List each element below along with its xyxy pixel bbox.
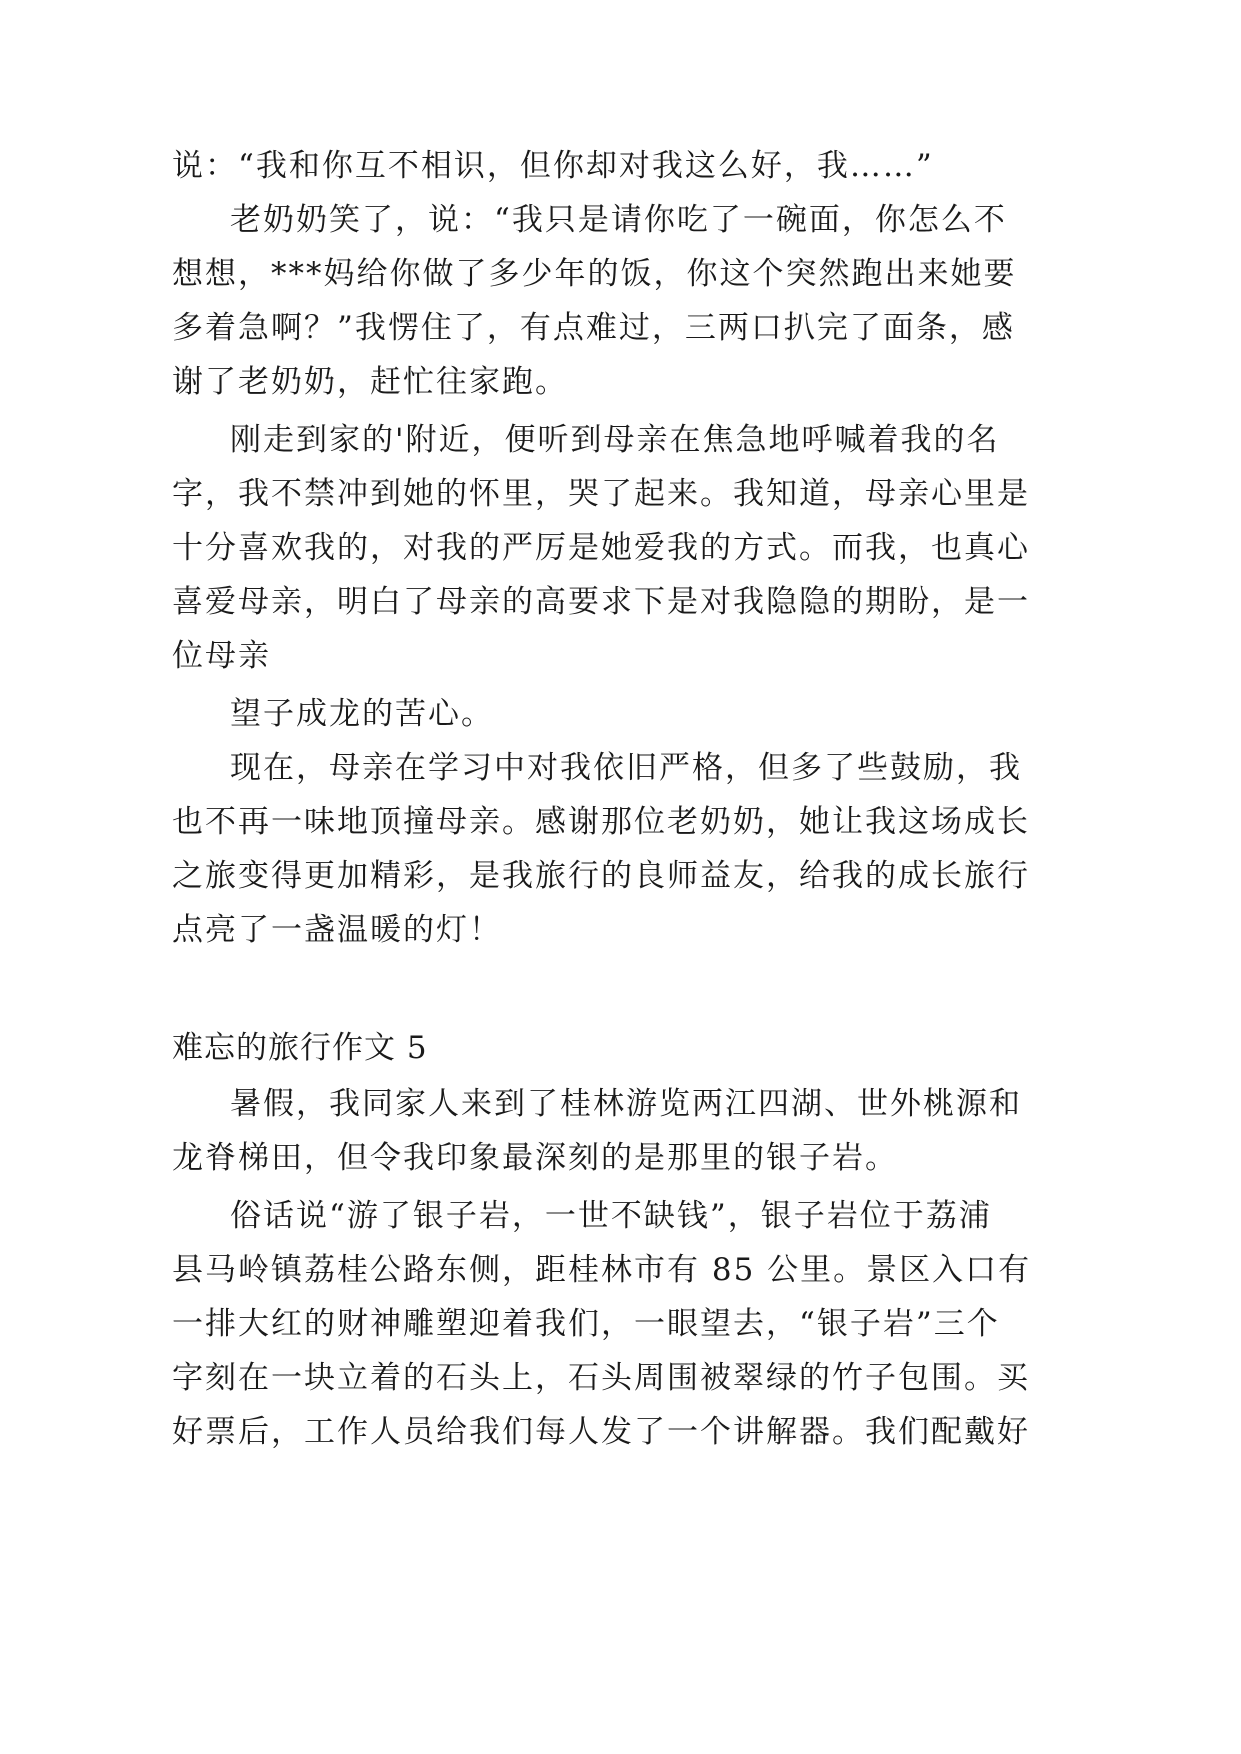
text-line: 龙脊梯田，但令我印象最深刻的是那里的银子岩。 (172, 1140, 898, 1176)
text-line: 之旅变得更加精彩，是我旅行的良师益友，给我的成长旅行 (172, 858, 1030, 894)
text-line: 想想，***妈给你做了多少年的饭，你这个突然跑出来她要 (172, 256, 1017, 292)
text-line: 也不再一味地顶撞母亲。感谢那位老奶奶，她让我这场成长 (172, 804, 1030, 840)
text-line: 字，我不禁冲到她的怀里，哭了起来。我知道，母亲心里是 (172, 476, 1030, 512)
text-line: 好票后，工作人员给我们每人发了一个讲解器。我们配戴好 (172, 1414, 1030, 1450)
text-line: 多着急啊？”我愣住了，有点难过，三两口扒完了面条，感 (172, 310, 1015, 346)
text-line: 现在，母亲在学习中对我依旧严格，但多了些鼓励，我 (230, 750, 1022, 786)
text-line: 说：“我和你互不相识，但你却对我这么好，我……” (172, 148, 934, 184)
text-line: 谢了老奶奶，赶忙往家跑。 (172, 364, 568, 400)
text-line: 老奶奶笑了，说：“我只是请你吃了一碗面，你怎么不 (230, 202, 1007, 238)
text-line: 县马岭镇荔桂公路东侧，距桂林市有 85 公里。景区入口有 (172, 1252, 1032, 1288)
text-line: 一排大红的财神雕塑迎着我们，一眼望去，“银子岩”三个 (172, 1306, 1000, 1342)
text-line: 字刻在一块立着的石头上，石头周围被翠绿的竹子包围。买 (172, 1360, 1030, 1396)
text-line: 刚走到家的'附近，便听到母亲在焦急地呼喊着我的名 (230, 422, 1000, 458)
text-line: 望子成龙的苦心。 (230, 696, 494, 732)
text-line: 俗话说“游了银子岩，一世不缺钱”，银子岩位于荔浦 (230, 1198, 992, 1234)
text-line: 点亮了一盏温暖的灯！ (172, 912, 502, 948)
section-heading: 难忘的旅行作文 5 (172, 1030, 428, 1066)
text-line: 十分喜欢我的，对我的严厉是她爱我的方式。而我，也真心 (172, 530, 1030, 566)
text-line: 喜爱母亲，明白了母亲的高要求下是对我隐隐的期盼，是一 (172, 584, 1030, 620)
text-line: 暑假，我同家人来到了桂林游览两江四湖、世外桃源和 (230, 1086, 1022, 1122)
text-line: 位母亲 (172, 638, 271, 674)
